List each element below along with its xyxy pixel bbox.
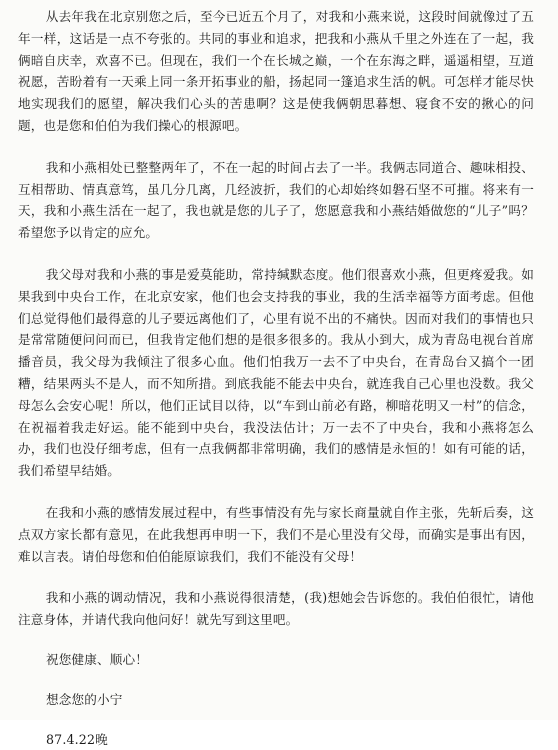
closing-signature: 想念您的小宁 — [46, 691, 123, 707]
letter-paragraph-5: 我和小燕的调动情况，我和小燕说得很清楚，(我)想她会告诉您的。我伯伯很忙，请他注意身体，并请代我向他问好！就先写到这里吧。 — [18, 590, 534, 628]
closing-date: 87.4.22晚 — [46, 731, 108, 747]
letter-paragraph-3: 我父母对我和小燕的事是爱莫能助，常持缄默态度。他们很喜欢小燕，但更疼爱我。如果我到中央台工作，在北京安家，他们也会支持我的事业，我的生活幸福等方面考虑。但他们总觉得他们最得意的儿子要远离他们了，心里有说不出的不痛快。因而对我们的事情也只是常常随便问问而已，但我肯定他们想的是很多很多的。我从小到大，成为青岛电视台首席播音员，我父母为我倾注了很多心血。他们怕我万一去不了中央台，在青岛台又搞个一团糟，结果两头不是人，而不知所措。到底我能不能去中央台，就连我自己心里也没数。我父母怎么会安心呢！所以，他们正试目以待，以“车到山前必有路，柳暗花明又一村”的信念，在祝福着我走好运。能不能到中央台，我没法估计；万一去不了中央台，我和小燕将怎么办，我们也没仔细考虑，但有一点我俩都非常明确，我们的感情是永恒的！如有可能的话，我们希望早结婚。 — [18, 266, 534, 479]
letter-paragraph-2: 我和小燕相处已整整两年了，不在一起的时间占去了一半。我俩志同道合、趣味相投、互相帮助、情真意笃，虽几分几离，几经波折，我们的心却始终如磐石坚不可摧。将来有一天，我和小燕生活在一起了，我也就是您的儿子了，您愿意我和小燕结婚做您的“儿子”吗？希望您予以肯定的应允。 — [18, 159, 534, 241]
closing-greeting: 祝您健康、顺心！ — [46, 651, 148, 667]
letter-paragraph-1: 从去年我在北京别您之后，至今已近五个月了，对我和小燕来说，这段时间就像过了五年一样，这话是一点不夸张的。共同的事业和追求，把我和小燕从千里之外连在了一起，我俩暗自庆幸，欢喜不已。但现在，我们一个在长城之巅，一个在东海之畔，遥遥相望，互道祝愿，苦盼着有一天乘上同一条开拓事业的船，扬起同一篷追求生活的帆。可怎样才能尽快地实现我们的愿望，解决我们心头的苦患啊？这是使我俩朝思暮想、寝食不安的揪心的问题，也是您和伯伯为我们操心的根源吧。 — [18, 9, 534, 133]
letter-paragraph-4: 在我和小燕的感情发展过程中，有些事情没有先与家长商量就自作主张，先斩后奏，这点双方家长都有意见，在此我想再申明一下，我们不是心里没有父母，而确实是事出有因，难以言表。请伯母您和伯伯能原谅我们，我们不能没有父母！ — [18, 504, 534, 564]
